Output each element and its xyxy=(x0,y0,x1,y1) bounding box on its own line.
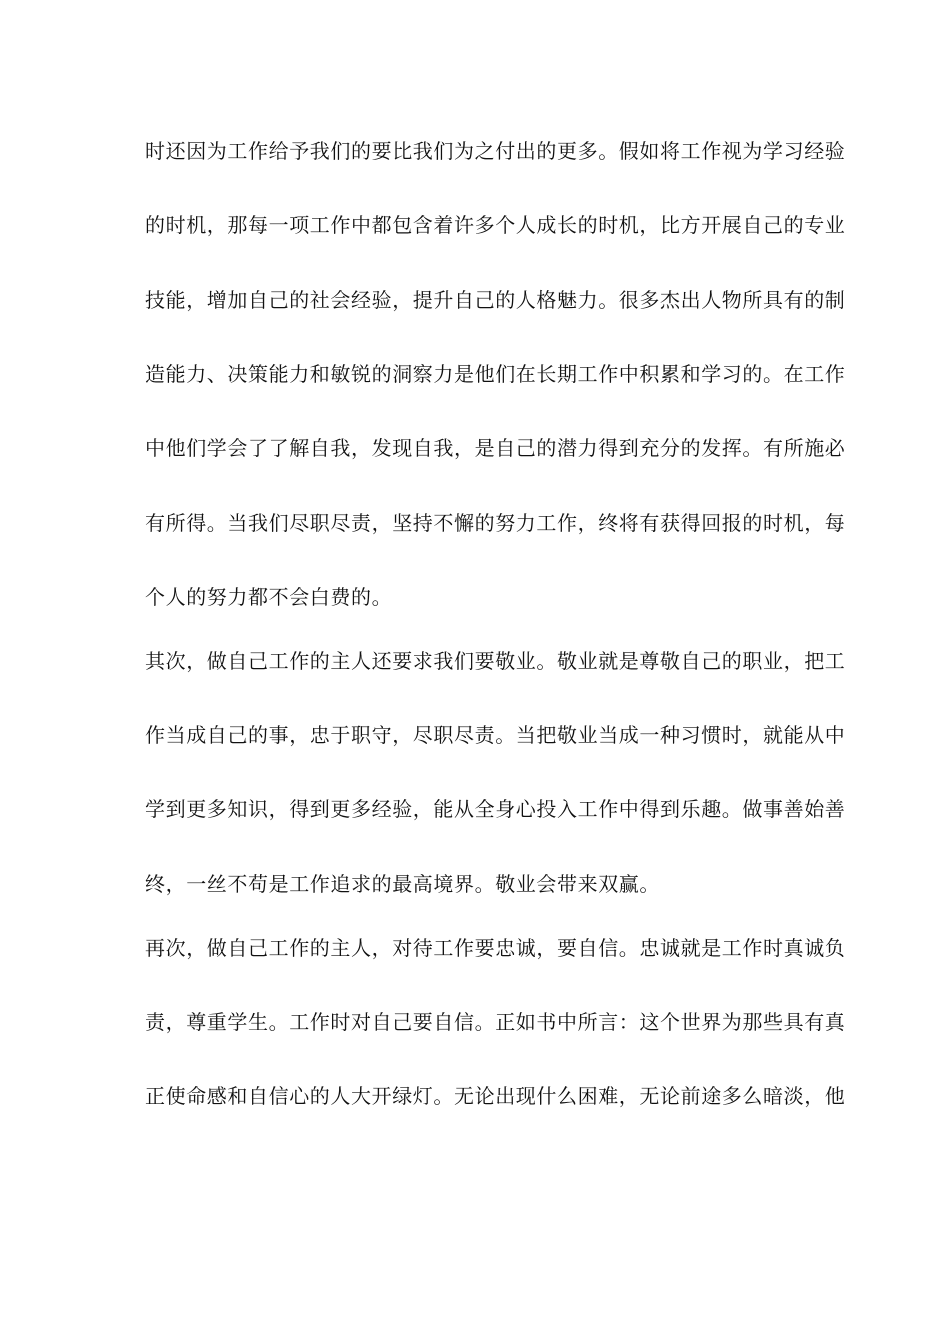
paragraph-1-line-4: 造能力、决策能力和敏锐的洞察力是他们在长期工作中积累和学习的。在工作 xyxy=(145,362,846,386)
paragraph-2-line-2: 作当成自己的事，忠于职守，尽职尽责。当把敬业当成一种习惯时，就能从中 xyxy=(145,723,846,747)
paragraph-1-line-7: 个人的努力都不会白费的。 xyxy=(145,585,393,609)
paragraph-1-line-3: 技能，增加自己的社会经验，提升自己的人格魅力。很多杰出人物所具有的制 xyxy=(145,288,846,312)
paragraph-3-line-3: 正使命感和自信心的人大开绿灯。无论出现什么困难，无论前途多么暗淡，他 xyxy=(145,1084,846,1108)
paragraph-3-line-1: 再次，做自己工作的主人，对待工作要忠诚，要自信。忠诚就是工作时真诚负 xyxy=(145,936,846,960)
paragraph-2-line-4: 终，一丝不苟是工作追求的最高境界。敬业会带来双赢。 xyxy=(145,872,660,896)
paragraph-1-line-2: 的时机，那每一项工作中都包含着许多个人成长的时机，比方开展自己的专业 xyxy=(145,213,846,237)
paragraph-1-line-5: 中他们学会了了解自我，发现自我，是自己的潜力得到充分的发挥。有所施必 xyxy=(145,436,846,460)
paragraph-2-line-3: 学到更多知识，得到更多经验，能从全身心投入工作中得到乐趣。做事善始善 xyxy=(145,797,846,821)
paragraph-3-line-2: 责，尊重学生。工作时对自己要自信。正如书中所言：这个世界为那些具有真 xyxy=(145,1010,846,1034)
paragraph-1-line-6: 有所得。当我们尽职尽责，坚持不懈的努力工作，终将有获得回报的时机，每 xyxy=(145,511,846,535)
paragraph-2-line-1: 其次，做自己工作的主人还要求我们要敬业。敬业就是尊敬自己的职业，把工 xyxy=(145,649,846,673)
paragraph-1-line-1: 时还因为工作给予我们的要比我们为之付出的更多。假如将工作视为学习经验 xyxy=(145,139,846,163)
